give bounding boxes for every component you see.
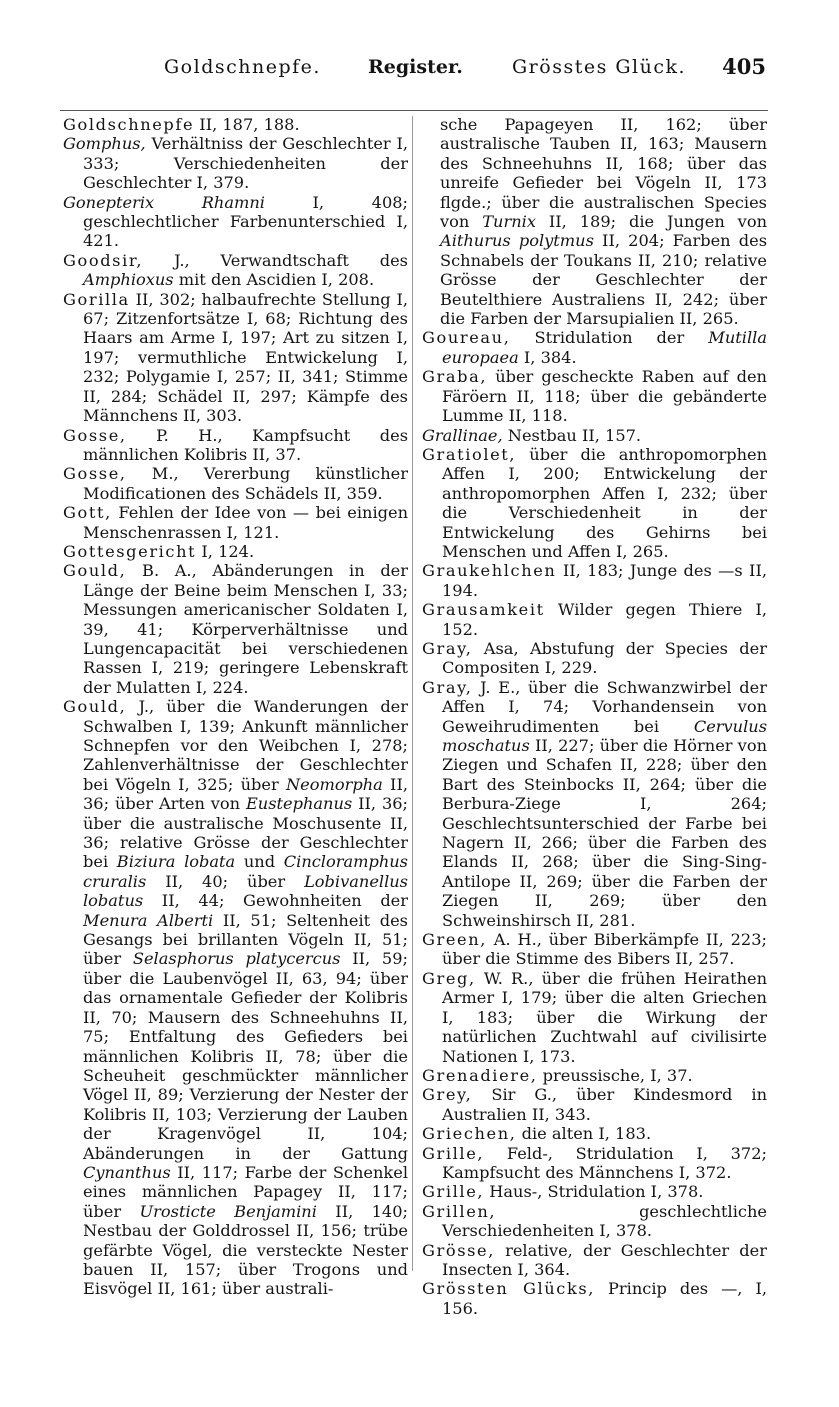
header-rule [60, 110, 768, 111]
entry-headword: Gonepterix Rhamni [63, 192, 265, 212]
column-divider [412, 116, 413, 1271]
header-right-keyword: Grösstes Glück. [512, 56, 687, 78]
index-entry [422, 1241, 767, 1280]
header-left-keyword: Goldschnepfe. [164, 56, 321, 78]
index-entry [422, 445, 767, 561]
entry-text: II, 40; über [146, 871, 305, 891]
index-entry [63, 290, 408, 426]
italic-term: Cincloramphus cruralis [83, 852, 408, 891]
entry-headword: Grille, [422, 1182, 485, 1202]
entry-text: über die anthropomorphen Affen I, 200; Entwickelung der anthropomorphen Affen I, 232; über die Verschiedenheit in der Entwickelung des Gehirns bei Menschen und Affen I, 265. [442, 444, 767, 561]
index-entry [63, 426, 408, 465]
entry-headword: Goodsir, [63, 250, 144, 270]
entry-headword: Goureau, [422, 328, 511, 348]
index-entry [63, 542, 408, 561]
index-entry [422, 1066, 767, 1085]
italic-term: Aithurus polytmus [440, 231, 594, 251]
entry-headword: Gottesgericht [63, 541, 197, 561]
entry-text: Feld-, Stridulation I, 372; Kampfsucht des Männchens I, 372. [442, 1143, 767, 1182]
index-entry [422, 561, 767, 600]
entry-headword: Grille, [422, 1143, 485, 1163]
index-entry [63, 503, 408, 542]
entry-text: Princip des —, I, 156. [442, 1279, 767, 1318]
entry-headword: Griechen, [422, 1124, 517, 1144]
entry-text: Wilder gegen Thiere I, 152. [442, 600, 767, 639]
italic-term: Amphioxus [83, 270, 174, 290]
index-entry [422, 1124, 767, 1143]
italic-term: Biziura lobata [116, 852, 236, 872]
entry-headword: Grillen, [422, 1201, 497, 1221]
entry-text: preussische, I, 37. [537, 1065, 693, 1085]
entry-text: J., über die Wanderungen der Schwalben I, 139; Ankunft männlicher Schnepfen vor den Weibchen I, 278; Zahlenverhältnisse der Geschlechter bei Vögeln I, 325; über [83, 697, 408, 794]
index-entry-continuation [422, 115, 767, 328]
entry-text: II, 117; Farbe der Schenkel eines männlichen Papagey II, 117; über [83, 1162, 408, 1221]
index-entry [422, 1085, 767, 1124]
entry-text: M., Vererbung künstlicher Modificationen des Schädels II, 359. [83, 464, 408, 503]
entry-text: Verhältniss der Geschlechter I, 333; Verschiedenheiten der Geschlechter I, 379. [83, 134, 408, 193]
index-entry [422, 328, 767, 367]
entry-text: J. E., über die Schwanzwirbel der Affen I, 74; Vorhandensein von Geweihrudimenten bei [442, 677, 767, 736]
entry-text: Sir G., über Kindesmord in Australien II, 343. [442, 1085, 767, 1124]
entry-headword: Gomphus, [63, 134, 146, 154]
entry-headword: Grösse, [422, 1240, 495, 1260]
entry-text: II, 140; Nestbau der Golddrossel II, 156; trübe gefärbte Vögel, die versteckte Nester bauen II, 157; über Trogons und Eisvögel II, 161; über australi- [83, 1201, 408, 1299]
entry-headword: Gosse, [63, 464, 127, 484]
index-column-right [422, 115, 767, 1318]
italic-term: Turnix [482, 212, 536, 232]
entry-headword: Gott, [63, 503, 112, 523]
index-entry [63, 134, 408, 192]
entry-text: A. H., über Biberkämpfe II, 223; über die Stimme des Bibers II, 257. [442, 930, 767, 969]
italic-term: Urosticte Benjamini [139, 1201, 317, 1221]
entry-headword: Gould, [63, 561, 127, 581]
entry-text: Nestbau II, 157. [502, 425, 642, 445]
italic-term: Cervulus moschatus [442, 716, 767, 755]
header-title: Register. [368, 56, 463, 78]
entry-text: P. H., Kampfsucht des männlichen Kolibris II, 37. [83, 425, 408, 464]
index-entry [422, 1144, 767, 1183]
index-entry [422, 930, 767, 969]
entry-headword: Green, [422, 930, 487, 950]
entry-headword: Grössten Glücks, [422, 1279, 596, 1299]
entry-text: I, 124. [196, 541, 255, 561]
italic-term: Lobivanellus lobatus [83, 871, 408, 911]
index-entry [63, 251, 408, 290]
index-entry [422, 600, 767, 639]
entry-text: B. A., Abänderungen in der Länge der Beine beim Menschen I, 33; Messungen americanischer Soldaten I, 39, 41; Körperverhältnisse und Lungencapacität bei verschiedenen Rassen I, 219; geringere Lebenskraft der Mulatten I, 224. [83, 561, 408, 697]
entry-text: Haus-, Stridulation I, 378. [484, 1182, 704, 1202]
entry-text: Stridulation der [510, 328, 709, 348]
index-entry [422, 1182, 767, 1201]
entry-text: geschlechtliche Verschiedenheiten I, 378. [442, 1201, 767, 1241]
index-entry [63, 697, 408, 1299]
entry-headword: Gratiolet, [422, 444, 517, 464]
entry-text: II, 302; halbaufrechte Stellung I, 67; Zitzenfortsätze I, 68; Richtung des Haars am Arme I, 197; Art zu sitzen I, 197; vermuthliche Entwickelung I, 232; Polygamie I, 257; II, 341; Stimme II, 284; Schädel II, 297; Kämpfe des Männchens II, 303. [83, 289, 408, 426]
entry-text: II, 51; Seltenheit des Gesangs bei brillanten Vögeln II, 51; über [83, 910, 408, 969]
entry-text: Asa, Abstufung der Species der Compositen I, 229. [442, 638, 767, 678]
entry-text: W. R., über die frühen Heirathen Armer I, 179; über die alten Griechen I, 183; über die Wirkung der natürlichen Zuchtwahl auf civilisirte Nationen I, 173. [442, 968, 767, 1066]
entry-text: und [235, 852, 284, 872]
italic-term: Selasphorus platycercus [132, 949, 341, 969]
italic-term: Menura Alberti [83, 910, 214, 930]
index-entry [422, 426, 767, 445]
entry-headword: Grallinae, [422, 425, 503, 445]
index-entry [63, 464, 408, 503]
entry-headword: Graba, [422, 367, 488, 387]
entry-text: II, 227; über die Hörner von Ziegen und Schafen II, 228; über den Bart des Steinbocks II, 264; über die Berbura-Ziege I, 264; Geschlechtsunterschied der Farbe bei Nagern II, 266; über die Farben des Elands II, 268; über die Sing-Sing-Antilope II, 269; über die Farben der Ziegen II, 269; über den Schweinshirsch II, 281. [442, 736, 767, 930]
entry-text: Fehlen der Idee von — bei einigen Menschenrassen I, 121. [83, 503, 408, 542]
index-entry [422, 969, 767, 1066]
entry-text: II, 189; die Jungen von [535, 212, 768, 232]
entry-headword: Gosse, [63, 425, 127, 445]
index-entry [63, 561, 408, 697]
entry-text: II, 44; Gewohnheiten der [143, 891, 408, 911]
entry-headword: Grausamkeit [422, 600, 545, 620]
entry-text: II, 36; über Arten von [83, 774, 408, 814]
entry-text: I, 384. [518, 347, 577, 367]
entry-headword: Greg, [422, 968, 476, 988]
italic-term: Cynanthus [83, 1162, 171, 1182]
entry-text: II, 59; über die Laubenvögel II, 63, 94; über das ornamentale Gefieder der Kolibris II, 70; Mausern des Schneehuhns II, 75; Entfaltung des Gefieders bei männlichen Kolibris II, 78; über die Scheuheit geschmückter männlicher Vögel II, 89; Verzierung der Nester der Kolibris II, 103; Verzierung der Lauben der Kragenvögel II, 104; Abänderungen in der Gattung [83, 949, 408, 1163]
entry-headword: Goldschnepfe [63, 115, 195, 134]
entry-text: II, 36; über die australische Moschusente II, 36; relative Grösse der Geschlechter bei [83, 794, 408, 872]
entry-text: über gescheckte Raben auf den Färöern II, 118; über die gebänderte Lumme II, 118. [442, 367, 767, 426]
italic-term: Mutilla europaea [442, 328, 767, 367]
index-entry [63, 193, 408, 251]
entry-text: I, 408; geschlechtlicher Farbenunterschied I, 421. [83, 192, 408, 251]
italic-term: Eustephanus [245, 794, 353, 814]
italic-term: Neomorpha [286, 774, 383, 794]
entry-text: II, 204; Farben des Schnabels der Toukans II, 210; relative Grösse der Geschlechter der Beutelthiere Australiens II, 242; über die Farben der Marsupialien II, 265. [440, 231, 767, 329]
entry-headword: Gorilla [63, 289, 130, 309]
entry-text: II, 183; Junge des —s II, 194. [442, 561, 767, 600]
entry-text: II, 187, 188. [194, 115, 300, 134]
entry-text: mit den Ascidien I, 208. [173, 270, 375, 290]
entry-headword: Grenadiere, [422, 1065, 538, 1085]
index-entry [63, 115, 408, 134]
running-header [60, 54, 770, 84]
entry-headword: Gould, [63, 697, 127, 717]
index-entry [422, 1202, 767, 1241]
index-column-left [63, 115, 408, 1299]
index-entry [422, 678, 767, 930]
entry-text: relative, der Geschlechter der Insecten I, 364. [442, 1240, 767, 1279]
index-entry [422, 639, 767, 678]
entry-headword: Gray, [422, 677, 473, 697]
entry-headword: Graukehlchen [422, 561, 557, 581]
page-number: 405 [722, 54, 766, 79]
entry-headword: Gray, [422, 638, 473, 658]
entry-headword: Grey, [422, 1085, 473, 1105]
entry-text: sche Papageyen II, 162; über australische Tauben II, 163; Mausern des Schneehuhns II, 168; über das unreife Gefieder bei Vögeln II, 173 flgde.; über die australischen Species von [440, 115, 767, 232]
entry-text: die alten I, 183. [516, 1124, 652, 1144]
index-entry [422, 1279, 767, 1318]
index-entry [422, 367, 767, 425]
entry-text: J., Verwandtschaft des [143, 250, 408, 270]
